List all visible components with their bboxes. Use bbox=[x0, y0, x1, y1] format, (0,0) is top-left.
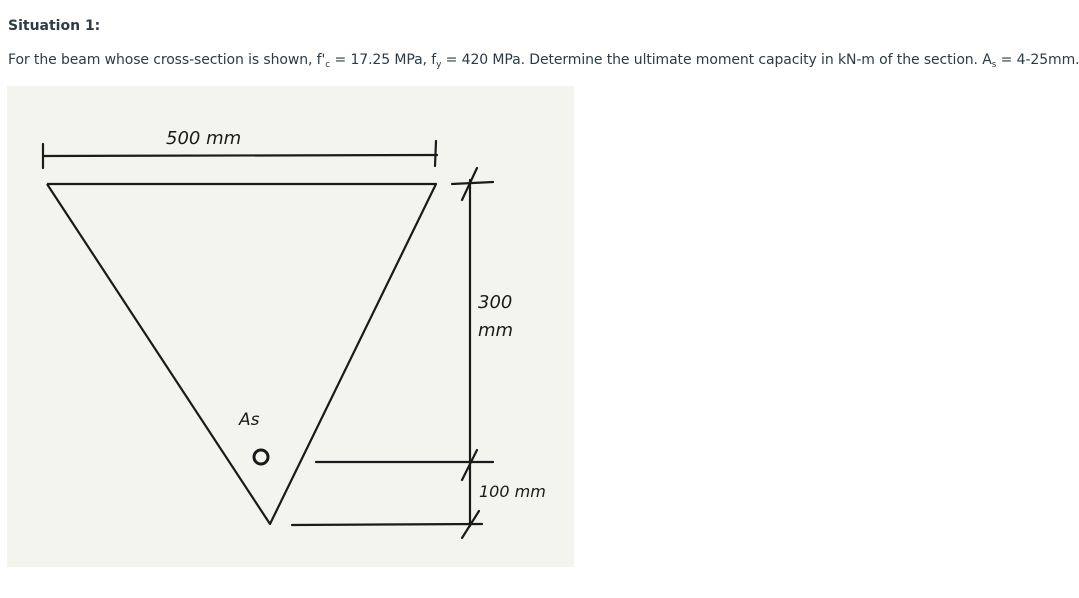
subscript-c: c bbox=[325, 60, 331, 70]
width-right-tick bbox=[435, 141, 436, 166]
height-label-line1: 300 bbox=[478, 292, 513, 313]
bottom-level-line bbox=[292, 524, 482, 525]
problem-text-2: = 17.25 MPa, f bbox=[330, 52, 437, 68]
beam-cross-section-figure bbox=[7, 86, 574, 567]
problem-statement bbox=[8, 52, 1079, 68]
height-top-tick bbox=[452, 182, 493, 184]
triangle-section-outline bbox=[47, 184, 436, 524]
width-label: 500 mm bbox=[166, 128, 242, 149]
problem-text-1: For the beam whose cross-section is shown, f' bbox=[8, 52, 326, 68]
height-label-line2: mm bbox=[478, 320, 514, 341]
width-dimension-line bbox=[43, 155, 437, 156]
steel-area-label: As bbox=[239, 410, 260, 430]
steel-bar-circle bbox=[254, 450, 268, 464]
extension-lines bbox=[292, 462, 493, 525]
problem-text-4: = 4-25mm. bbox=[996, 52, 1079, 68]
problem-text-3: = 420 MPa. Determine the ultimate moment capacity in kN-m of the section. A bbox=[441, 52, 992, 68]
cross-section-drawing bbox=[7, 86, 574, 567]
situation-heading: Situation 1: bbox=[8, 18, 101, 34]
bottom-distance-label: 100 mm bbox=[479, 482, 546, 501]
subscript-y: y bbox=[436, 60, 442, 70]
subscript-s: s bbox=[991, 60, 997, 70]
